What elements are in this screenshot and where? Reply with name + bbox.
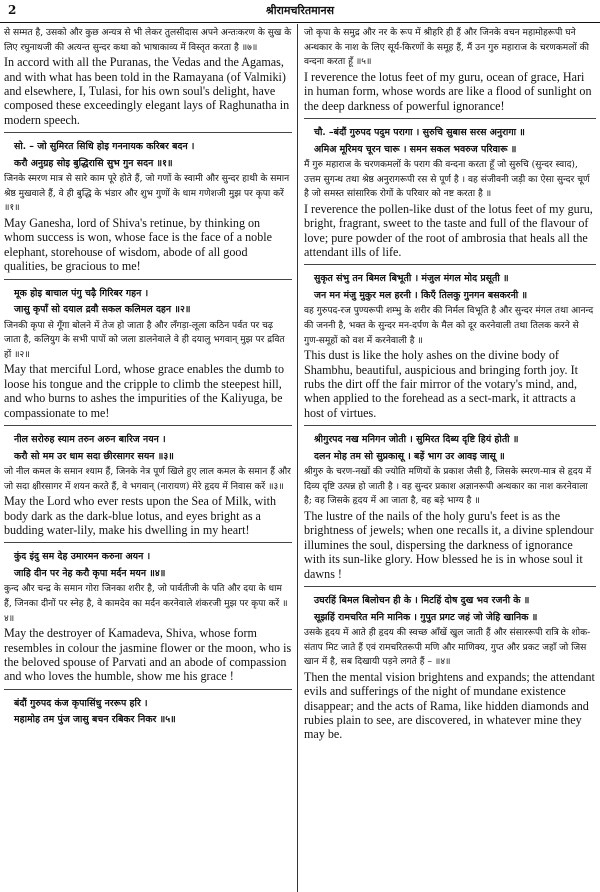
hindi-translation: कुन्द और चन्द्र के समान गोरा जिनका शरीर है, जो पार्वतीजी के पति और दया के धाम हैं, जिनका दीनों पर स्नेह है, वे कामदेव का मर्दन करनेवाले शंकरजी मुझ पर कृपा करें ॥४॥ (4, 584, 288, 624)
verse-line: जासु कृपाँ सो दयाल द्रवौ सकल कलिमल दहन ॥२॥ (14, 304, 191, 316)
book-title: श्रीरामचरितमानस (265, 4, 335, 17)
verse-line: सुकृत संभु तन बिमल बिभूती । मंजुल मंगल मोद प्रसूती ॥ (314, 273, 509, 285)
english-translation: May the Lord who ever rests upon the Sea of Milk, with body dark as the dark-blue lotus, and eyes bright as a budding water-lily, make his dwelling in my heart! (4, 494, 277, 538)
section-divider (4, 425, 292, 426)
column-divider (297, 24, 298, 892)
english-translation: Then the mental vision brightens and expands; the attendant evils and sufferings of the night of mundane existence disappear; and the acts of Rama, like hidden diamonds and rubies plain to see, are discovered, in whatever mine they may be. (304, 669, 595, 742)
hindi-translation: जो कृपा के समुद्र और नर के रूप में श्रीहरि ही हैं और जिनके वचन महामोहरूपी घने अन्धकार के नाश के लिए सूर्य-किरणों के समूह हैं, मैं उन गुरु महाराज के चरणकमलों की वन्दना करता हूँ ॥५॥ (304, 28, 589, 68)
verse-line: सो. – जो सुमिरत सिधि होइ गननायक करिबर बदन । (14, 141, 195, 153)
english-translation: May the destroyer of Kamadeva, Shiva, whose form resembles in colour the jasmine flower or the moon, who is the beloved spouse of Parvati and an abode of compassion and who loves the humble, show me his grace ! (4, 626, 292, 684)
page-number: 2 (8, 3, 17, 17)
english-translation: The lustre of the nails of the holy guru's feet is as the brightness of jewels; when one recalls it, a divine splendour illumines the soul, dispersing the darkness of ignorance with its sun-like glory. How blessed he is in whose soul it dawns ! (304, 509, 594, 581)
section-divider (4, 279, 292, 280)
verse-line: अमिअ मूरिमय चूरन चारू । समन सकल भवरुज परिवारू ॥ (314, 143, 517, 155)
hindi-translation: श्रीगुरु के चरण-नखों की ज्योति मणियों के प्रकाश जैसी है, जिसके स्मरण-मात्र से हृदय में दिव्य दृष्टि उत्पन्न हो जाती है । वह सुन्दर प्रकाश अज्ञानरूपी अन्धकार का नाश करनेवाला है; वह जिसके हृदय में आ जाता है, वह बड़े भाग्य है ॥ (304, 467, 592, 507)
hindi-translation: जो नील कमल के समान श्याम हैं, जिनके नेत्र पूर्ण खिले हुए लाल कमल के समान हैं और जो सदा क्षीरसागर में शयन करते हैं, वे भगवान् (नारायण) मेरे हृदय में निवास करें ॥३॥ (4, 467, 291, 492)
verse-line: उघरहिं बिमल बिलोचन ही के । मिटहिं दोष दुख भव रजनी के ॥ (314, 595, 530, 607)
hindi-translation: से सम्मत है, उसको और कुछ अन्यत्र से भी लेकर तुलसीदास अपने अन्तःकरण के सुख के लिए रघुनाथजी की अत्यन्त सुन्दर कथा को भाषाकाव्य में विस्तृत करता है ॥७॥ (4, 28, 292, 53)
verse-line: जन मन मंजु मुकुर मल हरनी । किएँ तिलकु गुनगन बसकरनी ॥ (314, 289, 528, 301)
left-column (4, 26, 292, 892)
english-translation: May that merciful Lord, whose grace enables the dumb to loose his tongue and the cripple to climb the steepest hill, and who burns to ashes the impurities of the Kaliyuga, be compassionate to me! (4, 362, 285, 420)
verse-line: बंदौं गुरुपद कंज कृपासिंधु नररूप हरि । (14, 697, 148, 709)
verse-line: चौ. –बंदौं गुरुपद पदुम परागा । सुरुचि सुबास सरस अनुरागा ॥ (314, 127, 525, 138)
verse-line: महामोह तम पुंज जासु बचन रबिकर निकर ॥५॥ (14, 714, 176, 726)
hindi-translation: मैं गुरु महाराज के चरणकमलों के पराग की वन्दना करता हूँ जो सुरुचि (सुन्दर स्वाद), उत्तम सुगन्ध तथा श्रेष्ठ अनुरागरूपी रस से पूर्ण है । वह संजीवनी जड़ी का ऐसा सुन्दर चूर्ण है जो समस्त सांसारिक रोगों के परिवार को नष्ट करता है ॥ (304, 160, 590, 200)
section-divider (4, 542, 292, 543)
hindi-translation: जिनके स्मरण मात्र से सारे काम पूरे होते हैं, जो गणों के स्वामी और सुन्दर हाथी के समान श्रेष्ठ मुखवाले हैं, वे ही बुद्धि के भंडार और शुभ गुणों के धाम गणेशजी मुझ पर कृपा करें ॥१॥ (4, 174, 290, 214)
verse-line: कुंद इंदु सम देह उमारमन करुना अयन । (14, 551, 151, 563)
right-column (304, 26, 596, 892)
english-translation: I reverence the lotus feet of my guru, ocean of grace, Hari in human form, whose words are like a flood of sunlight on the deep darkness of powerful ignorance! (304, 69, 592, 113)
verse-line: मूक होइ बाचाल पंगु चढ़ै गिरिबर गहन । (14, 287, 149, 299)
english-translation: In accord with all the Puranas, the Vedas and the Agamas, and with what has been told in the Ramayana (of Valmiki) and elsewhere, I, Tulasi, for his own soul's delight, have composed these exceedingly elegant lays of Raghunatha in modern speech. (4, 55, 290, 127)
verse-line: दलन मोह तम सो सुप्रकासू । बड़ें भाग उर आवइ जासू ॥ (314, 450, 505, 462)
english-translation: I reverence the pollen-like dust of the lotus feet of my guru, bright, fragrant, sweet to the taste and full of the flavour of love; pure powder of the root of ambrosia that heals all the attendant ills of life. (304, 201, 593, 259)
verse-line: जाहि दीन पर नेह करौ कृपा मर्दन मयन ॥४॥ (14, 567, 166, 579)
hindi-translation: वह गुरुपद-रज पुण्यरूपी शम्भु के शरीर की निर्मल विभूति है और सुन्दर मंगल तथा आनन्द की जननी है, भक्त के सुन्दर मन-दर्पण के मैल को दूर करनेवाली तथा तिलक करने से गुण-समूहों को वश में करनेवाली है ॥ (304, 306, 594, 346)
hindi-translation: जिनकी कृपा से गूँगा बोलने में तेज हो जाता है और लँगड़ा-लूला कठिन पर्वत पर चढ़ जाता है, कलियुग के सभी पापों को जला डालनेवाले वे ही दयालु भगवान् मुझ पर द्रवित हों ॥२॥ (4, 320, 285, 360)
verse-line: श्रीगुरपद नख मनिगन जोती । सुमिरत दिब्य दृष्टि हियं होती ॥ (314, 434, 519, 446)
section-divider (304, 264, 596, 265)
verse-line: नील सरोरुह स्याम तरुन अरुन बारिज नयन । (14, 434, 166, 446)
verse-line: करौ अनुग्रह सोइ बुद्धिरासि सुभ गुन सदन ॥१॥ (14, 157, 173, 169)
section-divider (4, 132, 292, 133)
verse-line: सूझहिं रामचरित मनि मानिक । गुपुत प्रगट जहं जो जेहि खानिक ॥ (314, 611, 538, 623)
english-translation: May Ganesha, lord of Shiva's retinue, by thinking on whom success is won, whose face is the face of a noble elephant, storehouse of wisdom, abode of all good qualities, be gracious to me! (4, 216, 272, 274)
verse-line: करौ सो मम उर धाम सदा छीरसागर सयन ॥३॥ (14, 450, 174, 462)
section-divider (4, 689, 292, 690)
section-divider (304, 425, 596, 426)
section-divider (304, 118, 596, 119)
section-divider (304, 586, 596, 587)
hindi-translation: उसके हृदय में आते ही हृदय की स्वच्छ आँखें खुल जाती हैं और संसाररूपी रात्रि के शोक-संताप मिट जाते हैं एवं रामचरितरूपी मणि और माणिक्य, गुप्त और प्रकट जहाँ जो जिस खान में है, सब दिखायी पड़ने लगते हैं – ॥४॥ (304, 628, 591, 668)
page-header (0, 0, 600, 23)
english-translation: This dust is like the holy ashes on the divine body of Shambhu, beautiful, auspicious and bringing forth joy. It rubs the dirt off the fair mirror of the votary's mind, and, when applied to the forehead as a sect-mark, it attracts a host of virtues. (304, 348, 578, 420)
